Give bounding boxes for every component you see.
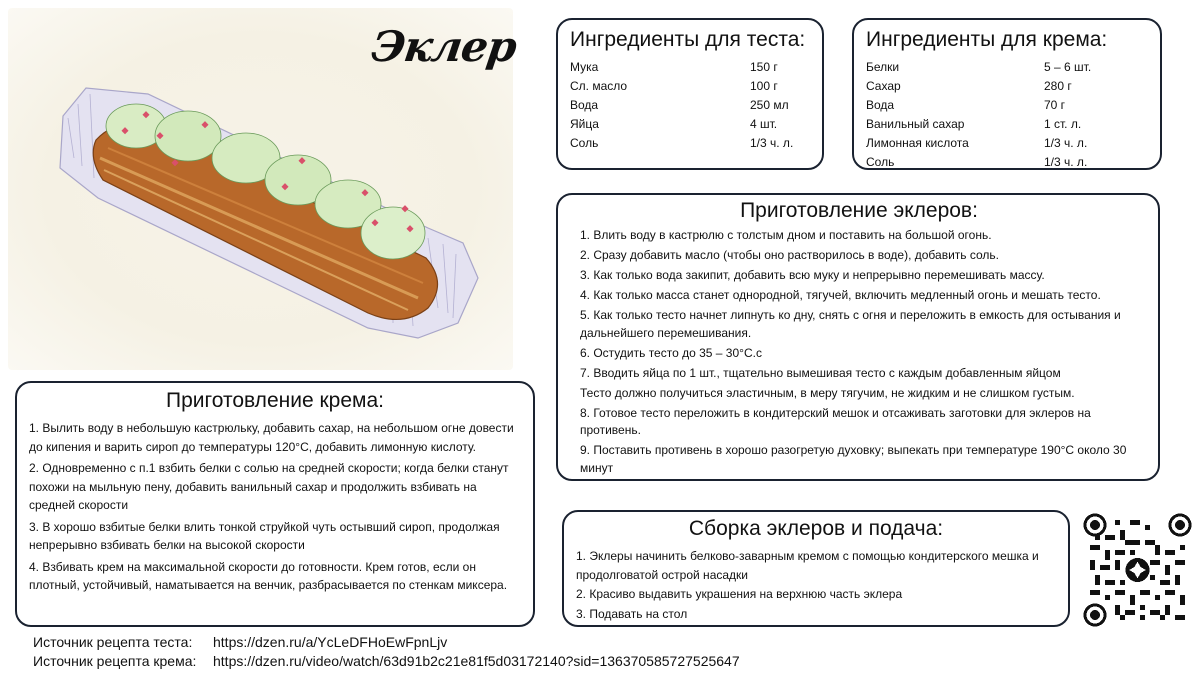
ingredient-name: Ванильный сахар [866, 117, 965, 131]
ingredient-row [854, 96, 1160, 115]
ingredient-qty: 1/3 ч. л. [1044, 136, 1088, 150]
ingredient-row [854, 115, 1160, 134]
step-item: 4. Взбивать крем на максимальной скорости до готовности. Крем готов, если он плотный, устойчивый, наматывается на венчик, разбрасывается по стенкам миксера. [29, 559, 508, 592]
ingredient-row [558, 96, 822, 115]
sources [33, 633, 740, 671]
source-link[interactable]: https://dzen.ru/a/YcLeDFHoEwFpnLjv [213, 634, 448, 650]
step-item: 4. Как только масса станет однородной, тягучей, включить медленный огонь и мешать тесто. [580, 288, 1101, 302]
dough-ingredients-list [558, 58, 822, 153]
step-item: 9. Поставить противень в хорошо разогретую духовку; выпекать при температуре 190°C около 30 минут [580, 443, 1127, 475]
source-row [33, 633, 740, 652]
ingredient-name: Яйца [570, 117, 599, 131]
step-item: 1. Влить воду в кастрюлю с толстым дном и поставить на большой огонь. [580, 228, 992, 242]
source-row [33, 652, 740, 671]
ingredient-qty: 1/3 ч. л. [750, 136, 794, 150]
assembly-title: Сборка эклеров и подача: [688, 517, 944, 540]
eclair-prep-card [556, 193, 1160, 481]
assembly-card [562, 510, 1070, 627]
ingredient-name: Соль [570, 136, 599, 150]
cream-prep-title: Приготовление крема: [166, 389, 384, 412]
step-item: 3. В хорошо взбитые белки влить тонкой струйкой чуть остывший сироп, продолжая непрерывно взбивать белки на высокой скорости [29, 519, 500, 552]
ingredient-qty: 150 г [750, 60, 778, 74]
ingredient-row [558, 77, 822, 96]
eclair-prep-title: Приготовление эклеров: [740, 199, 978, 222]
recipe-title: Эклер [368, 22, 520, 71]
step-item: 5. Как только тесто начнет липнуть ко дну, снять с огня и переложить в емкость для остывания и дальнейшего перемешивания. [580, 308, 1121, 340]
step-item: 8. Готовое тесто переложить в кондитерский мешок и отсаживать заготовки для эклеров на противень. [580, 405, 1091, 437]
ingredient-row [854, 134, 1160, 153]
ingredient-name: Лимонная кислота [866, 136, 969, 150]
source-label: Источник рецепта теста: [33, 634, 193, 650]
step-item: 6. Остудить тесто до 35 – 30°C.с [580, 345, 762, 360]
ingredient-row [854, 77, 1160, 96]
cream-prep-card [15, 381, 535, 627]
ingredient-name: Вода [570, 98, 599, 112]
ingredient-row [854, 58, 1160, 77]
step-item: 3. Как только вода закипит, добавить всю муку и непрерывно перемешивать массу. [580, 268, 1045, 282]
cream-ingredients-title: Ингредиенты для крема: [866, 28, 1108, 51]
step-note: Тесто должно получиться эластичным, в меру тягучим, не жидким и не слишком густым. [580, 385, 1075, 400]
ingredient-name: Мука [570, 60, 599, 74]
step-item: 7. Вводить яйца по 1 шт., тщательно вымешивая тесто с каждым добавленным яйцом [580, 365, 1061, 380]
ingredient-qty: 1 ст. л. [1044, 117, 1082, 131]
step-item: 1. Эклеры начинить белково-заварным кремом с помощью кондитерского мешка и продолговатой острой насадки [576, 549, 1039, 582]
source-label: Источник рецепта крема: [33, 653, 197, 669]
qr-code-icon [1080, 510, 1195, 630]
ingredient-row [558, 134, 822, 153]
source-link[interactable]: https://dzen.ru/video/watch/63d91b2c21e81f5d03172140?sid=136370585727525647 [213, 653, 740, 669]
ingredient-name: Соль [866, 155, 895, 169]
step-item: 2. Сразу добавить масло (чтобы оно растворилось в воде), добавить соль. [580, 248, 999, 262]
qr-code[interactable] [1080, 510, 1195, 630]
step-item: 2. Одновременно с п.1 взбить белки с солью на средней скорости; когда белки станут похожи на мыльную пену, добавить ванильный сахар и продолжить взбивать на средней скорости [29, 461, 509, 512]
dough-ingredients-card [556, 18, 824, 170]
ingredient-qty: 4 шт. [750, 117, 778, 131]
ingredient-qty: 70 г [1044, 98, 1066, 112]
ingredient-name: Сахар [866, 79, 901, 93]
cream-ingredients-list [854, 58, 1160, 172]
ingredient-qty: 100 г [750, 79, 778, 93]
step-item: 1. Вылить воду в небольшую кастрюльку, добавить сахар, на небольшом огне довести до кипения и варить сироп до температуры 120°C, добавить лимонную кислоту. [29, 421, 514, 454]
ingredient-name: Вода [866, 98, 895, 112]
ingredient-row [854, 153, 1160, 172]
ingredient-qty: 250 мл [750, 98, 789, 112]
step-item: 2. Красиво выдавить украшения на верхнюю часть эклера [576, 587, 903, 601]
ingredient-qty: 1/3 ч. л. [1044, 155, 1088, 169]
ingredient-name: Белки [866, 60, 900, 74]
cream-ingredients-card [852, 18, 1162, 170]
ingredient-row [558, 115, 822, 134]
ingredient-qty: 5 – 6 шт. [1044, 60, 1092, 74]
ingredient-name: Сл. масло [570, 79, 628, 93]
ingredient-row [558, 58, 822, 77]
step-item: 3. Подавать на стол [576, 606, 688, 621]
ingredient-qty: 280 г [1044, 79, 1072, 93]
dough-ingredients-title: Ингредиенты для теста: [570, 28, 806, 51]
